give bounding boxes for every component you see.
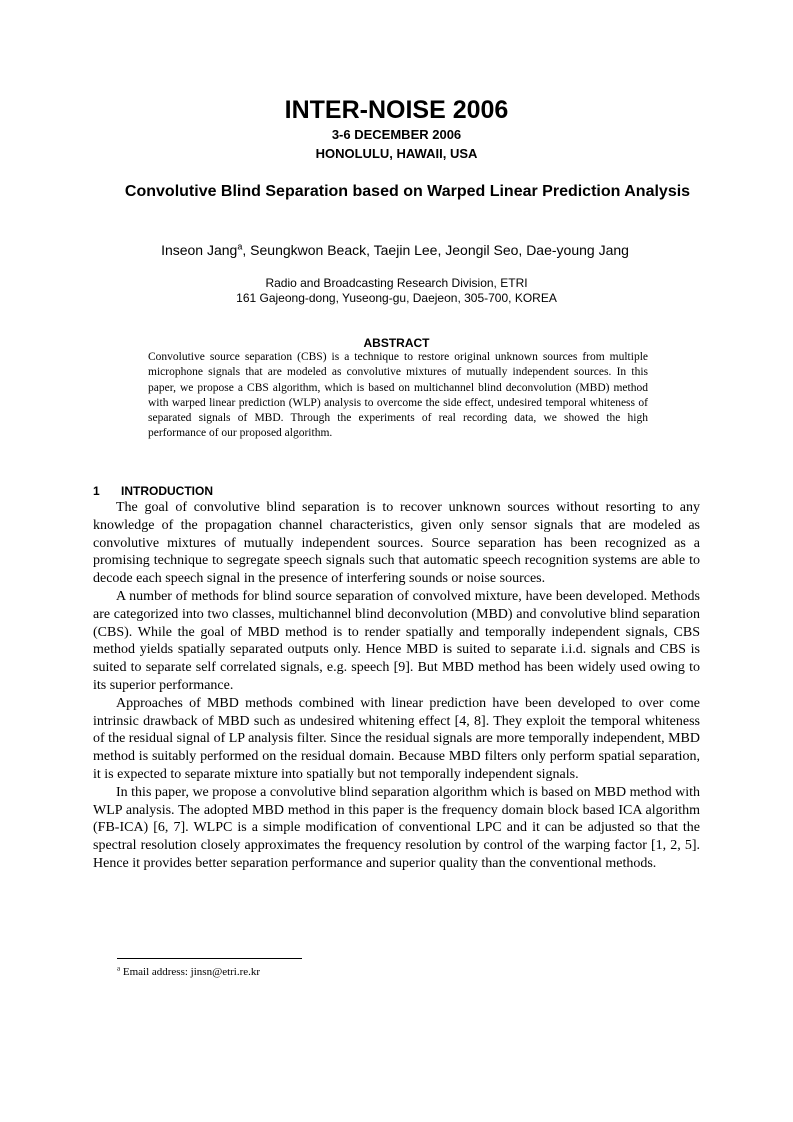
footnote-divider: [117, 958, 302, 959]
paragraph: The goal of convolutive blind separation is to recover unknown sources without resorting to any knowledge of the propagation channel characteristics, given only sensor signals that are modeled as convolutive mixtures of mutually independent sources. Source separation has been recognized as a promising technique to segregate speech signals such that automatic speech recognition systems are able to decode each speech signal in the presence of interfering sounds or noise sources.: [93, 500, 700, 587]
conference-title: INTER-NOISE 2006: [284, 96, 509, 124]
author-footnote-mark: a: [237, 241, 243, 252]
section-number: 1: [93, 484, 100, 498]
paragraph: Approaches of MBD methods combined with linear prediction have been developed to over come intrinsic drawback of MBD such as undesired whitening effect [4, 8]. They exploit the temporal whiteness of the residual signal of LP analysis filter. Since the residual signals are more temporally independent, MBD method is suitably performed on the residual domain. Because MBD filters only perform spatial separation, it is expected to separate mixture into spatially but not temporally independent signals.: [93, 695, 700, 782]
paragraph: In this paper, we propose a convolutive blind separation algorithm which is based on MBD method with WLP analysis. The adopted MBD method in this paper is the frequency domain block based ICA algorithm (FB-ICA) [6, 7]. WLPC is a simple modification of conventional LPC and it can be adjusted so that the spectral resolution closely approximates the frequency resolution by control of the warping factor [1, 2, 5]. Hence it provides better separation performance and superior quality than the conventional methods.: [93, 784, 700, 871]
introduction-body: [93, 499, 700, 873]
abstract-heading: ABSTRACT: [363, 336, 430, 350]
footnote-mark: a: [117, 964, 121, 973]
author-list: [135, 242, 655, 259]
affiliation: Radio and Broadcasting Research Division, ETRI: [265, 276, 528, 290]
other-authors: , Seungkwon Beack, Taejin Lee, Jeongil Seo, Dae-young Jang: [242, 242, 629, 258]
footnote-text: Email address: jinsn@etri.re.kr: [120, 966, 261, 978]
address: 161 Gajeong-dong, Yuseong-gu, Daejeon, 305-700, KOREA: [236, 291, 557, 305]
paragraph: A number of methods for blind source separation of convolved mixture, have been developed. Methods are categorized into two classes, multichannel blind deconvolution (MBD) and convolutive blind separation (CBS). While the goal of MBD method is to render spatially and temporally independent signals, CBS method yields spatially separated outputs only. Hence MBD is suited to separate i.i.d. signals and CBS is suited to separate self correlated signals, e.g. speech [9]. But MBD method has been widely used owing to its superior performance.: [93, 588, 700, 693]
footnote: [117, 965, 260, 979]
section-heading: [93, 484, 213, 499]
first-author: Inseon Jang: [161, 242, 238, 258]
section-title: INTRODUCTION: [121, 484, 213, 498]
conference-dates: 3-6 DECEMBER 2006: [331, 127, 462, 142]
paper-title: Convolutive Blind Separation based on Warped Linear Prediction Analysis: [124, 183, 691, 200]
conference-location: HONOLULU, HAWAII, USA: [315, 146, 478, 161]
abstract-text: Convolutive source separation (CBS) is a technique to restore original unknown sources from multiple microphone signals that are modeled as convolutive mixtures of mutually independent sources. In this paper, we propose a CBS algorithm, which is based on multichannel blind deconvolution (MBD) method with warped linear prediction (WLP) analysis to overcome the side effect, undesired temporal whiteness of separated signals of MBD. Through the experiments of real recording data, we showed the high performance of our proposed algorithm.: [148, 351, 648, 440]
